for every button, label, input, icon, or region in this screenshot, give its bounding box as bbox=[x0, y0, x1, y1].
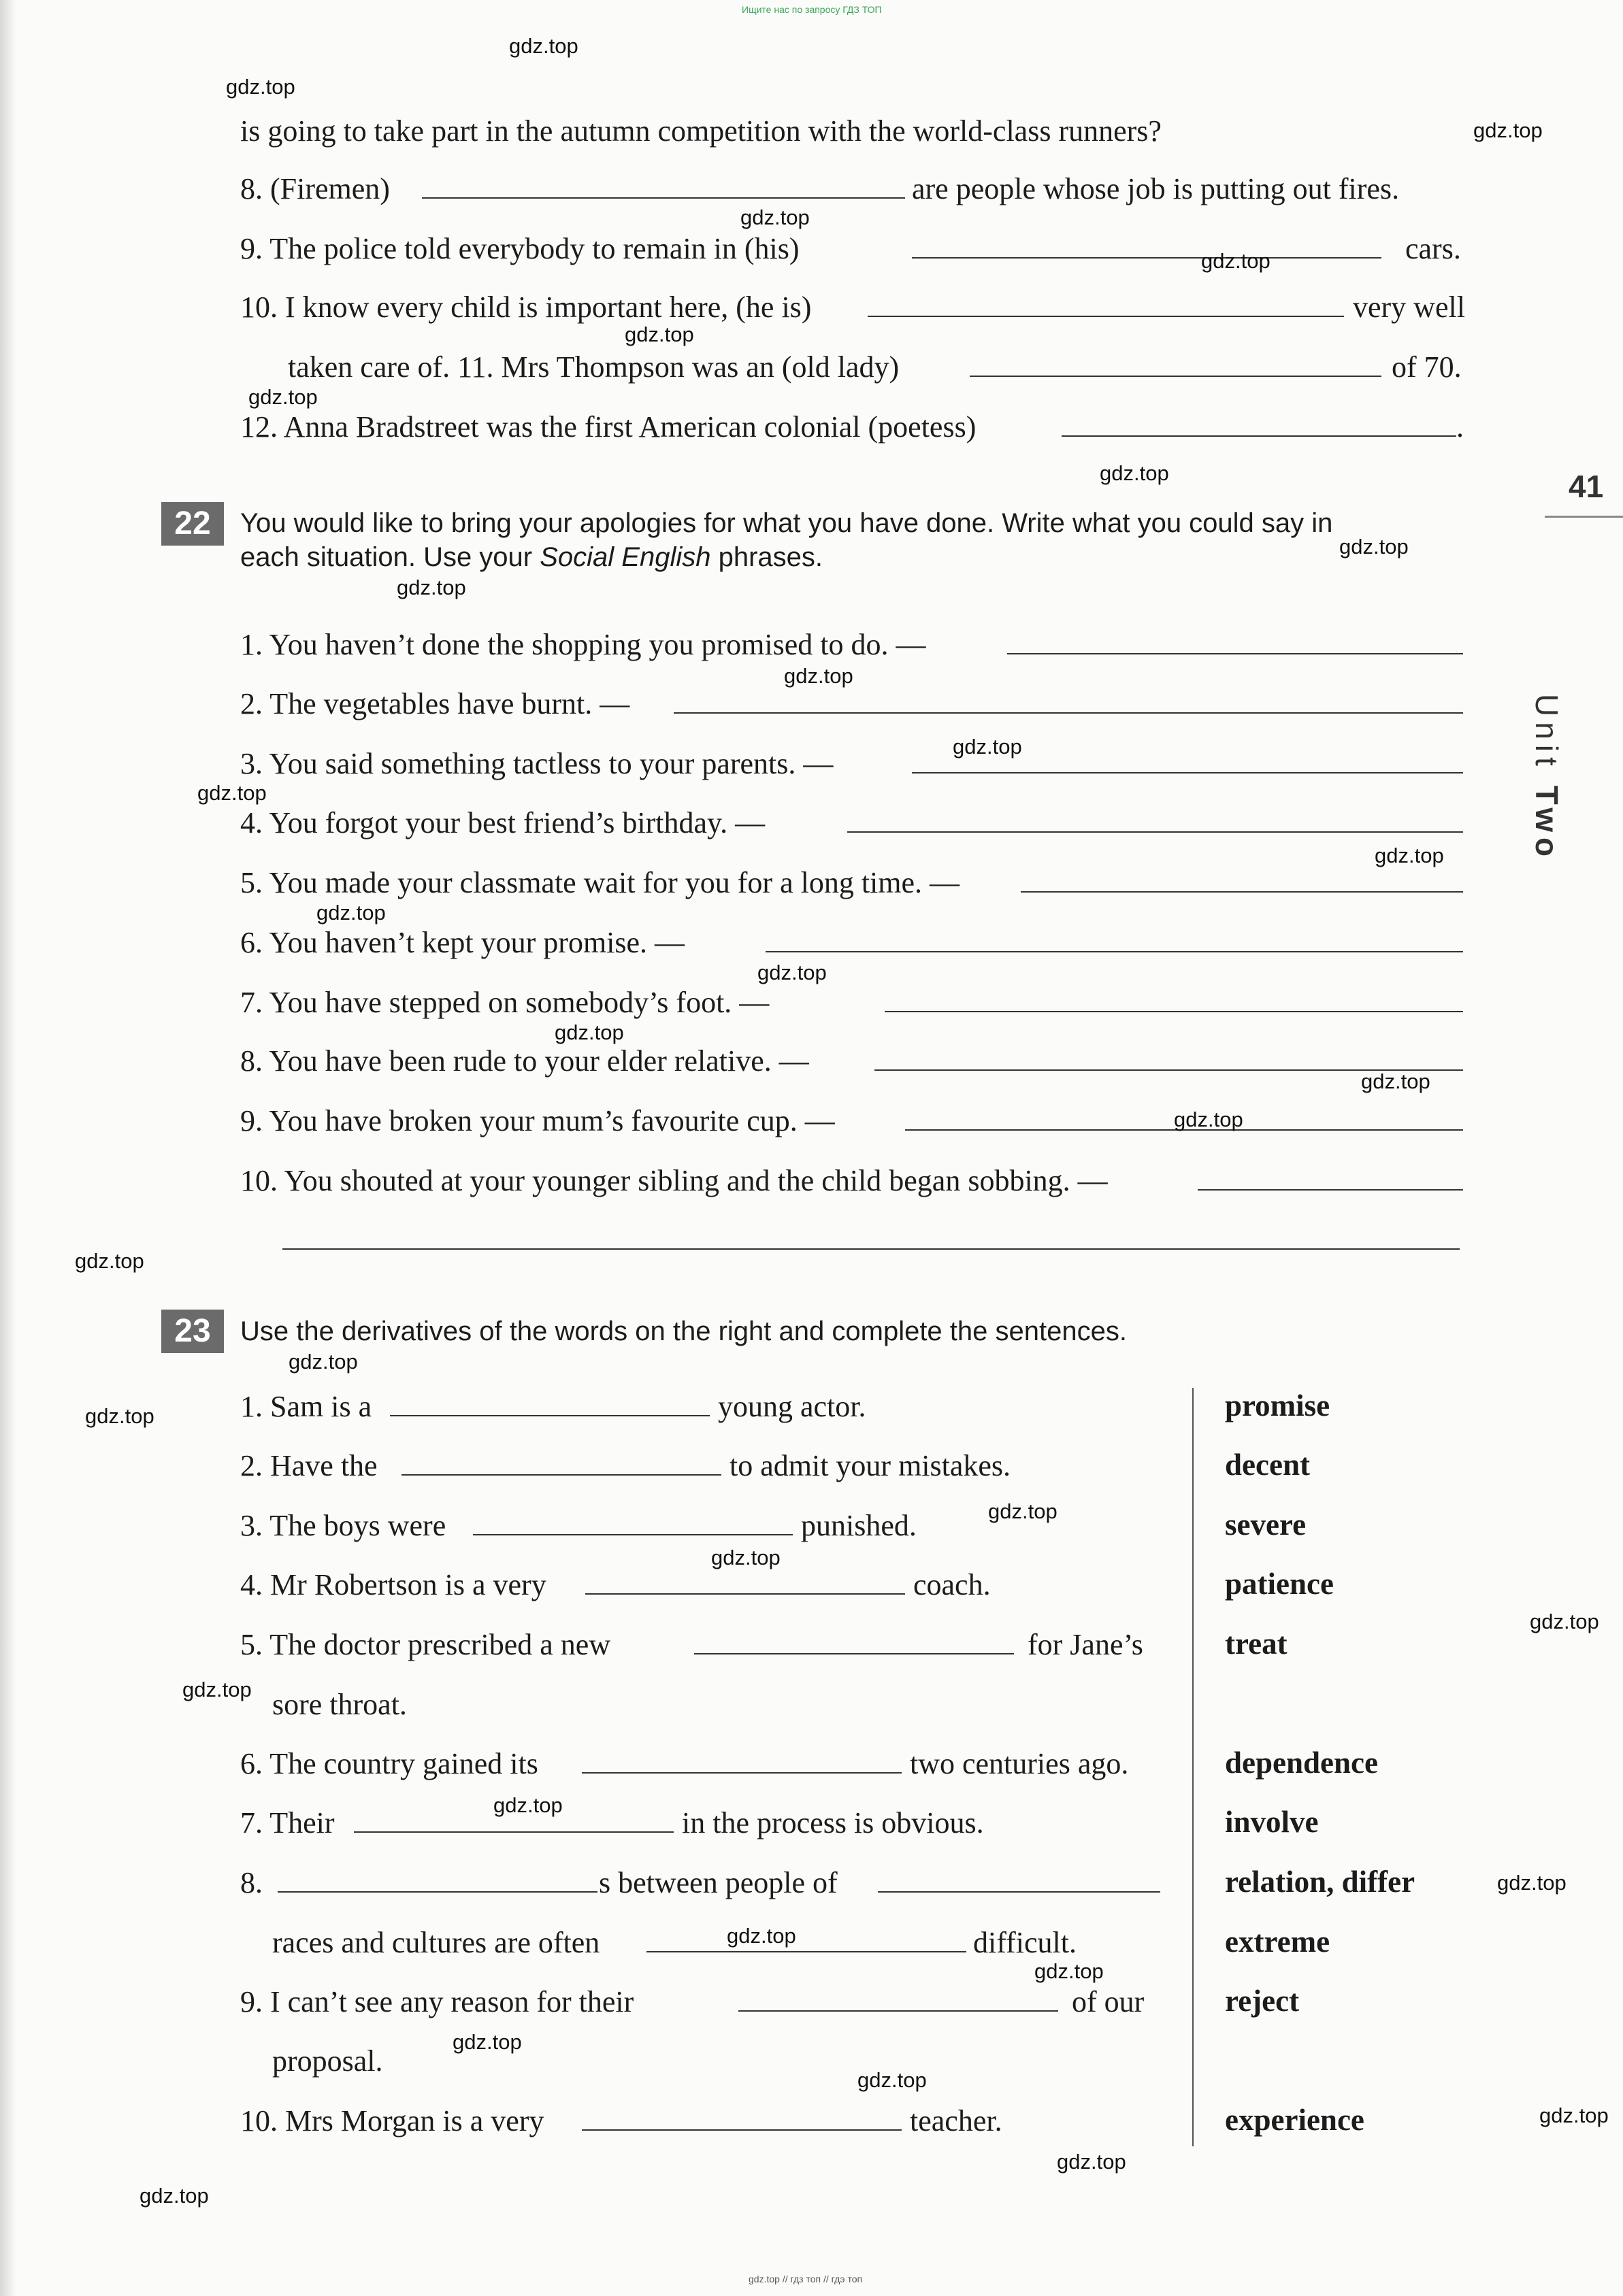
watermark: gdz.top bbox=[740, 205, 810, 229]
ex23-s9-start: 9. I can’t see any reason for their bbox=[240, 1985, 634, 2018]
keyword-dependence: dependence bbox=[1225, 1746, 1378, 1780]
ex23-blank-4[interactable] bbox=[585, 1593, 905, 1595]
ex22-answer-3[interactable] bbox=[912, 772, 1463, 773]
unit-number: Two bbox=[1529, 785, 1564, 863]
ex23-s5-start: 5. The doctor prescribed a new bbox=[240, 1628, 611, 1661]
ex23-blank-10[interactable] bbox=[582, 2129, 902, 2131]
watermark: gdz.top bbox=[555, 1020, 624, 1044]
watermark: gdz.top bbox=[397, 576, 466, 599]
watermark: gdz.top bbox=[509, 34, 578, 58]
watermark: gdz.top bbox=[1539, 2103, 1609, 2127]
ex22-item-7: 7. You have stepped on somebody’s foot. — bbox=[240, 986, 770, 1019]
ex21-line-10-start: 10. I know every child is important here, (he is) bbox=[240, 290, 812, 324]
ex23-s8-start: 8. bbox=[240, 1866, 263, 1899]
page-edge-shadow bbox=[0, 0, 16, 2296]
ex22-answer-1[interactable] bbox=[1007, 653, 1463, 654]
ex22-answer-10[interactable] bbox=[1198, 1189, 1463, 1191]
ex21-blank-11[interactable] bbox=[970, 376, 1381, 377]
keyword-extreme: extreme bbox=[1225, 1925, 1330, 1959]
ex23-blank-6[interactable] bbox=[582, 1772, 902, 1774]
ex21-line-10b-start: taken care of. 11. Mrs Thompson was an (old lady) bbox=[288, 350, 900, 384]
watermark: gdz.top bbox=[316, 901, 386, 925]
watermark: gdz.top bbox=[1497, 1871, 1567, 1895]
ex21-line-10b-end: of 70. bbox=[1392, 350, 1462, 384]
ex23-s3-end: punished. bbox=[801, 1509, 917, 1542]
watermark: gdz.top bbox=[226, 75, 295, 99]
ex21-blank-9[interactable] bbox=[912, 257, 1381, 259]
ex23-blank-7[interactable] bbox=[354, 1831, 674, 1833]
ex23-blank-3[interactable] bbox=[473, 1534, 793, 1535]
ex21-blank-12[interactable] bbox=[1062, 435, 1456, 437]
watermark: gdz.top bbox=[197, 781, 267, 805]
watermark: gdz.top bbox=[85, 1404, 154, 1428]
ex23-blank-5[interactable] bbox=[694, 1653, 1014, 1654]
watermark: gdz.top bbox=[182, 1678, 252, 1701]
ex21-line-8-end: are people whose job is putting out fires. bbox=[912, 172, 1400, 205]
ex21-line-10-end: very well bbox=[1353, 290, 1465, 324]
ex23-s6-start: 6. The country gained its bbox=[240, 1747, 538, 1780]
ex22-answer-7[interactable] bbox=[885, 1011, 1463, 1012]
ex23-blank-2[interactable] bbox=[401, 1474, 721, 1476]
page-number-rule bbox=[1545, 516, 1623, 518]
watermark: gdz.top bbox=[1100, 461, 1169, 485]
ex23-s8-cont: races and cultures are often bbox=[272, 1926, 600, 1959]
ex22-item-6: 6. You haven’t kept your promise. — bbox=[240, 926, 685, 959]
keyword-involve: involve bbox=[1225, 1805, 1319, 1839]
ex23-s4-end: coach. bbox=[913, 1568, 991, 1601]
ex23-blank-9[interactable] bbox=[738, 2010, 1058, 2012]
ex23-s7-start: 7. Their bbox=[240, 1806, 335, 1840]
watermark: gdz.top bbox=[1361, 1069, 1430, 1093]
ex22-item-10: 10. You shouted at your younger sibling and the child began sobbing. — bbox=[240, 1164, 1108, 1197]
ex23-s9-mid: of our bbox=[1072, 1985, 1145, 2018]
watermark: gdz.top bbox=[988, 1499, 1058, 1523]
ex23-s5-mid: for Jane’s bbox=[1028, 1628, 1143, 1661]
ex23-s2-end: to admit your mistakes. bbox=[729, 1449, 1011, 1482]
ex22-item-4: 4. You forgot your best friend’s birthday. — bbox=[240, 806, 766, 839]
ex23-s5-end: sore throat. bbox=[272, 1688, 407, 1721]
ex22-answer-2[interactable] bbox=[674, 712, 1463, 714]
exercise-22-instruction-line-2: each situation. Use your Social English phrases. bbox=[240, 542, 823, 572]
ex23-blank-8c[interactable] bbox=[646, 1951, 966, 1952]
ex21-line-12-start: 12. Anna Bradstreet was the first American colonial (poetess) bbox=[240, 410, 977, 444]
watermark: gdz.top bbox=[757, 961, 827, 984]
ex23-s9-end: proposal. bbox=[272, 2044, 383, 2078]
keyword-severe: severe bbox=[1225, 1508, 1307, 1542]
watermark: gdz.top bbox=[784, 664, 853, 688]
bottom-note: gdz.top // гдз топ // гдэ топ bbox=[749, 2274, 863, 2284]
watermark: gdz.top bbox=[75, 1249, 144, 1273]
ex22-item-3: 3. You said something tactless to your parents. — bbox=[240, 747, 834, 780]
keyword-reject: reject bbox=[1225, 1984, 1300, 2018]
ex22-answer-4[interactable] bbox=[847, 831, 1463, 833]
keyword-treat: treat bbox=[1225, 1627, 1288, 1661]
unit-label bbox=[1524, 694, 1565, 966]
ex21-line-9-end: cars. bbox=[1405, 232, 1461, 265]
keyword-patience: patience bbox=[1225, 1567, 1334, 1601]
ex21-line-7-end: is going to take part in the autumn competition with the world-class runners? bbox=[240, 114, 1162, 148]
ex21-blank-8[interactable] bbox=[422, 197, 905, 199]
ex22-item-5: 5. You made your classmate wait for you for a long time. — bbox=[240, 866, 960, 899]
watermark: gdz.top bbox=[711, 1546, 781, 1569]
page-number: 41 bbox=[1569, 469, 1604, 504]
unit-word: Unit bbox=[1529, 694, 1564, 771]
watermark: gdz.top bbox=[625, 322, 694, 346]
ex23-blank-8b[interactable] bbox=[878, 1891, 1160, 1893]
watermark: gdz.top bbox=[1339, 535, 1409, 559]
exercise-23-instruction: Use the derivatives of the words on the right and complete the sentences. bbox=[240, 1316, 1127, 1346]
ex22-item-2: 2. The vegetables have burnt. — bbox=[240, 687, 630, 720]
ex23-s8-mid: s between people of bbox=[599, 1866, 838, 1899]
watermark: gdz.top bbox=[248, 385, 318, 409]
ex23-s1-start: 1. Sam is a bbox=[240, 1390, 372, 1423]
ex23-s4-start: 4. Mr Robertson is a very bbox=[240, 1568, 546, 1601]
keyword-column-divider bbox=[1192, 1388, 1194, 2146]
ex23-s8-end: difficult. bbox=[973, 1926, 1077, 1959]
ex22-item-1: 1. You haven’t done the shopping you promised to do. — bbox=[240, 628, 926, 661]
watermark: gdz.top bbox=[1201, 249, 1270, 273]
watermark: gdz.top bbox=[1057, 2150, 1126, 2174]
exercise-22-badge: 22 bbox=[161, 502, 224, 546]
ex23-s3-start: 3. The boys were bbox=[240, 1509, 446, 1542]
ex23-blank-1[interactable] bbox=[390, 1415, 710, 1416]
watermark: gdz.top bbox=[1174, 1108, 1243, 1131]
exercise-22-instruction-line-1: You would like to bring your apologies for what you have done. Write what you could say in bbox=[240, 508, 1333, 538]
ex22-item-9: 9. You have broken your mum’s favourite cup. — bbox=[240, 1104, 835, 1137]
ex22-answer-10-continued[interactable] bbox=[282, 1248, 1460, 1250]
keyword-relation-differ: relation, differ bbox=[1225, 1865, 1415, 1899]
ex23-s7-end: in the process is obvious. bbox=[682, 1806, 984, 1840]
ex21-blank-10[interactable] bbox=[868, 316, 1344, 317]
top-search-note: Ищите нас по запросу ГДЗ ТОП bbox=[742, 4, 882, 15]
watermark: gdz.top bbox=[1375, 844, 1444, 867]
watermark: gdz.top bbox=[140, 2184, 209, 2208]
watermark: gdz.top bbox=[1473, 118, 1543, 142]
ex23-s10-start: 10. Mrs Morgan is a very bbox=[240, 2104, 544, 2137]
keyword-promise: promise bbox=[1225, 1388, 1330, 1422]
ex23-s6-end: two centuries ago. bbox=[910, 1747, 1129, 1780]
ex23-s2-start: 2. Have the bbox=[240, 1449, 378, 1482]
ex21-line-12-end: . bbox=[1456, 410, 1464, 444]
ex22-item-8: 8. You have been rude to your elder relative. — bbox=[240, 1044, 809, 1078]
ex22-answer-6[interactable] bbox=[766, 951, 1463, 952]
ex23-blank-8a[interactable] bbox=[278, 1891, 597, 1893]
ex22-answer-5[interactable] bbox=[1021, 891, 1463, 893]
watermark: gdz.top bbox=[953, 735, 1022, 759]
ex23-s10-end: teacher. bbox=[910, 2104, 1002, 2137]
watermark: gdz.top bbox=[727, 1924, 796, 1948]
ex23-s1-end: young actor. bbox=[718, 1390, 866, 1423]
ex21-line-8-start: 8. (Firemen) bbox=[240, 172, 390, 205]
watermark: gdz.top bbox=[1530, 1610, 1599, 1633]
keyword-experience: experience bbox=[1225, 2103, 1364, 2137]
watermark: gdz.top bbox=[289, 1350, 358, 1374]
watermark: gdz.top bbox=[453, 2030, 522, 2054]
keyword-decent: decent bbox=[1225, 1448, 1310, 1482]
watermark: gdz.top bbox=[1034, 1959, 1104, 1983]
exercise-23-badge: 23 bbox=[161, 1310, 224, 1353]
ex21-line-9-start: 9. The police told everybody to remain in (his) bbox=[240, 232, 800, 265]
watermark: gdz.top bbox=[493, 1793, 563, 1817]
watermark: gdz.top bbox=[857, 2068, 927, 2092]
